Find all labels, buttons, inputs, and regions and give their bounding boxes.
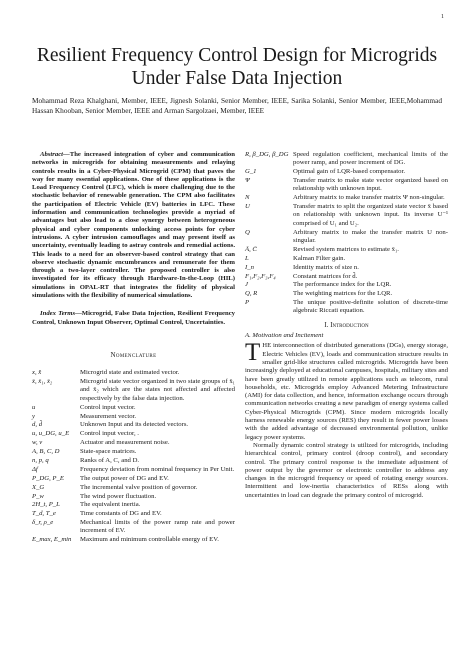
nomenclature-symbol: N [245,194,250,202]
nomenclature-symbol: T_d, T_e [32,510,56,518]
nomenclature-symbol: P [245,299,250,307]
index-terms [32,310,235,327]
nomenclature-definition: Maximum and minimum controllable energy of EV. [80,536,219,544]
right-column [245,151,448,500]
nomenclature-definition: The output power of DG and EV. [80,474,169,482]
page-number: 1 [441,14,444,20]
nomenclature-symbol: F₁,F₂,F₃,F₄ [245,272,276,280]
nomenclature-symbol: Q, R [245,290,258,298]
nomenclature-definition: Control input vector, . [80,430,139,438]
nomenclature-symbol: y [32,412,35,420]
nomenclature-definition: Kalman Filter gain. [293,254,346,262]
nomenclature-symbol: A, B, C, D [32,448,60,456]
nomenclature-definition: Identity matrix of size n. [293,263,359,271]
abstract-text: —The increased integration of cyber and communication networks in microgrids for obtaining measurements and relaying controls results in a Cyber-Physical Microgrid (CPM) that paves the way for many essential applications. One of these applications is the Load Frequency Control (LFC), which is more challenging due to the stochastic behavior of renewable generation. The CPM also facilitates the participation of Electric Vehicle (EV) batteries in LFC. These information and communication technologies provide a myriad of advantages but also lead to a close synergy between heterogeneous physical and cyber components unlocking access points for cyber intrusions. A cyber intrusion camouflages and may present itself as uncertainty, eventually leading to astray controls and remedial actions. This leads to a need for an observer-based control strategy that can observe stochastic dynamic encumbrances and remunerate for them through a two-layer controller. The proposed controller is also investigated for its efficacy through Hardware-In-the-Loop (HIL) simulations in OPAL-RT that integrates the fidelity of physical simulations with the flexibility of numerical simulations. [32,151,235,300]
nomenclature-definition: State-space matrices. [80,448,137,456]
left-column [32,151,235,545]
index-terms-text: —Microgrid, False Data Injection, Resilient Frequency Control, Unknown Input Observer, Optimal Control, Uncertainties. [32,310,236,326]
index-terms-label: Index Terms [40,310,76,318]
section-heading: I. Introduction [324,320,369,329]
nomenclature-definition: Measurement vector. [80,412,137,420]
nomenclature-definition: The weighting matrices for the LQR. [293,290,393,298]
nomenclature-definition: Actuator and measurement noise. [80,439,170,447]
dropcap-letter: T [245,339,261,367]
nomenclature-symbol: L [245,254,249,262]
intro-paragraph-2: Normally dynamic control strategy is utilized for microgrids, including hierarchical control, primary control (droop control), and secondary control. The primary control response is the immediate adjustment of power output by the governor or electronic controller to address any changes in the microgrid frequency or speed of rotating energy sources. Intermittent and low-inertia characteristics of RESs along with uncertainties in load can degrade the primary control of microgrid. [245,441,448,499]
nomenclature-symbol: X_G [32,483,45,491]
nomenclature-symbol: u, u_DG, u_E [32,430,70,438]
nomenclature-symbol: δ_r, ρ_e [32,519,54,527]
nomenclature-heading: Nomenclature [110,350,157,359]
abstract-label: Abstract [40,151,64,158]
nomenclature-definition: The wind power fluctuation. [80,492,157,500]
nomenclature-symbol: 2H_t, P_L [32,501,60,509]
author-list: Mohammad Reza Khalghani, Member, IEEE, Jignesh Solanki, Senior Member, IEEE, Sarika Solanki, Senior Member, IEEE,Mohammad Hassan Khooban, Senior Member, IEEE and Arman Sargolzaei, Member, IEEE [32,96,442,115]
nomenclature-definition: Control input vector. [80,403,136,411]
nomenclature-definition: Optimal gain of LQR-based compensator. [293,168,405,176]
nomenclature-definition: Unknown Input and its detected vectors. [80,421,189,429]
nomenclature-definition: Transfer matrix to make state vector organized based on relationship with unknown input. [293,177,448,193]
nomenclature-symbol: P_w [32,492,44,500]
subsection-heading: A. Motivation and Incitement [245,332,324,340]
nomenclature-definition: Frequency deviation from nominal frequency in Per Unit. [80,465,235,473]
nomenclature-symbol: E_max, E_min [32,536,72,544]
intro-paragraph-1 [245,339,448,442]
nomenclature-definition: The unique positive-definite solution of discrete-time algebraic Riccati equation. [293,299,448,315]
nomenclature-symbol: G_1 [245,168,257,176]
nomenclature-symbol: P_DG, P_E [32,474,64,482]
nomenclature-definition: Revised system matrices to estimate x̄₁. [293,245,399,253]
nomenclature-definition: Ranks of A, C, and D. [80,456,140,464]
nomenclature-symbol: x̄, x̄₁, x̄₂ [32,378,53,386]
nomenclature-symbol: d, d̂ [32,421,43,429]
nomenclature-symbol: I_n [245,263,254,271]
nomenclature-definition: Arbitrary matrix to make transfer matrix Ψ non-singular. [293,194,445,202]
paper-title: Resilient Frequency Control Design for Microgrids Under False Data Injection [36,45,438,89]
nomenclature-definition: Transfer matrix to split the organized state vector x̄ based on relationship with unknown input. Its inverse U⁻¹ comprised of U₁ and U₂. [293,203,448,227]
nomenclature-symbol: J [245,281,248,289]
nomenclature-definition: Microgrid state and estimated vector. [80,369,180,377]
nomenclature-definition: Arbitrary matrix to make the transfer matrix U non-singular. [293,228,448,244]
nomenclature-definition: The performance index for the LQR. [293,281,392,289]
nomenclature-symbol: Ā, C̄ [245,245,257,253]
nomenclature-list-left [32,369,235,544]
nomenclature-definition: Mechanical limits of the power ramp rate and power increment of EV. [80,519,235,535]
nomenclature-symbol: R, β_DG, β_DG [245,151,289,158]
nomenclature-symbol: U [245,203,250,211]
nomenclature-definition: Constant matrices for d̂. [293,272,358,280]
nomenclature-definition: The equivalent inertia. [80,501,141,509]
nomenclature-symbol: w, v [32,439,43,447]
nomenclature-symbol: Ψ [245,177,250,185]
nomenclature-list-right [245,151,448,316]
nomenclature-symbol: x, x̂ [32,369,42,377]
nomenclature-definition: Microgrid state vector organized in two state groups of x̄₁ and x̄₂ which are the states not affected and affected respectively by the false data injection. [80,378,235,402]
abstract [32,151,235,300]
nomenclature-symbol: n, p, q [32,456,49,464]
intro-paragraph-1-text: HE interconnection of distributed generations (DGs), energy storage, Electric Vehicles (EV), loads and communication structure results in smaller grid-like structures called microgrids. Microgrids have been increasingly deployed at educational campuses, hospitals, military sites and have been greatly utilized in remote applications such as telecom, rural households, etc. Microgrids employ Advanced Metering Infrastructure (AMI) for data collection, and hence, information exchange occurs through communication networks creating a new paradigm of energy systems called Cyber-Physical Microgrids (CPM). Since modern microgrids locally harness renewable energy sources (RES) they result in fewer power losses with the added advantage of decreased environmental pollution, unlike legacy power systems. [245,342,448,441]
nomenclature-definition: Speed regulation coefficient, mechanical limits of the power ramp, and power increment of DG. [293,151,448,167]
nomenclature-symbol: Δf [32,465,38,473]
nomenclature-definition: Time constants of DG and EV. [80,510,162,518]
nomenclature-symbol: u [32,403,36,411]
nomenclature-definition: The incremental valve position of governor. [80,483,198,491]
nomenclature-symbol: Q [245,228,250,236]
